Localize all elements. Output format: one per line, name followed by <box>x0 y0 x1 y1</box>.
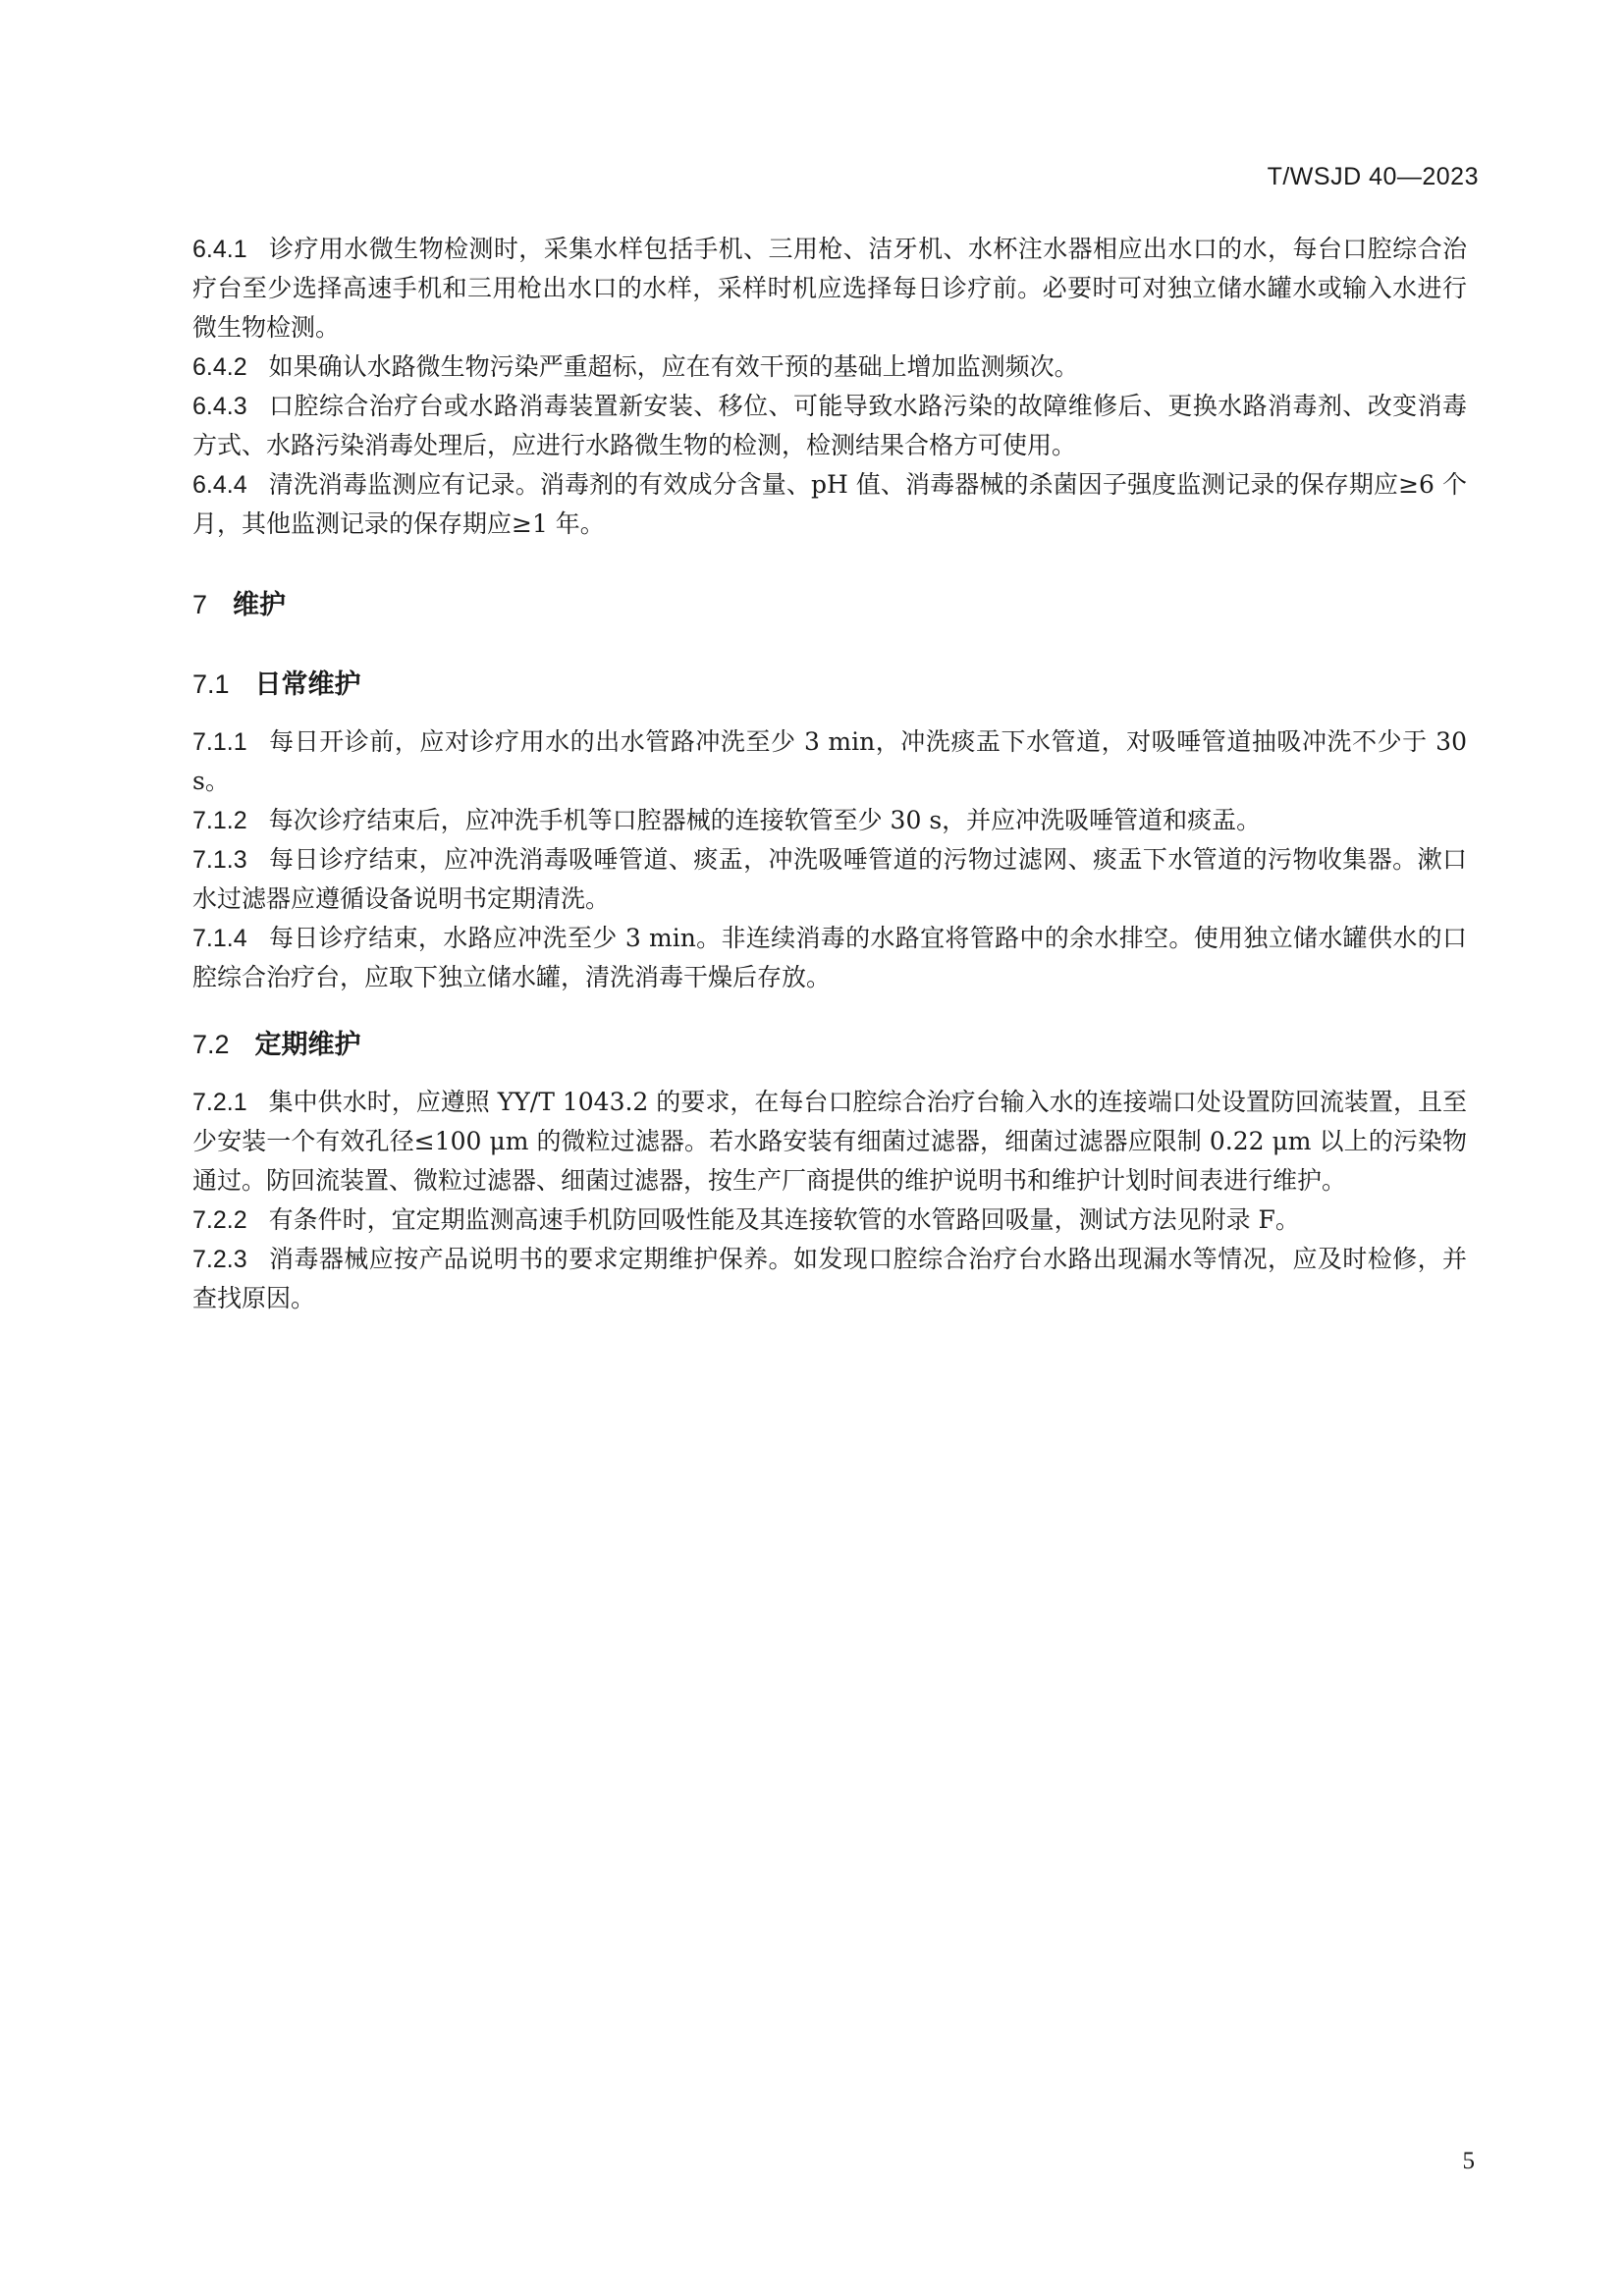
clause-7-1-3 <box>192 840 1467 919</box>
clause-number: 7.1.4 <box>192 925 247 952</box>
clause-text: 每日诊疗结束，应冲洗消毒吸唾管道、痰盂，冲洗吸唾管道的污物过滤网、痰盂下水管道的污物收集器。漱口水过滤器应遵循设备说明书定期清洗。 <box>192 845 1467 913</box>
clause-number: 6.4.2 <box>192 353 247 381</box>
clause-text: 每次诊疗结束后，应冲洗手机等口腔器械的连接软管至少 30 s，并应冲洗吸唾管道和痰盂。 <box>268 806 1262 834</box>
clause-7-2-2 <box>192 1201 1467 1240</box>
clause-6-4-2 <box>192 347 1467 387</box>
clause-text: 有条件时，宜定期监测高速手机防回吸性能及其连接软管的水管路回吸量，测试方法见附录 F。 <box>268 1205 1300 1234</box>
heading-number: 7.2 <box>192 1030 230 1059</box>
clause-7-1-2 <box>192 801 1467 840</box>
clause-6-4-3 <box>192 387 1467 465</box>
clause-text: 诊疗用水微生物检测时，采集水样包括手机、三用枪、洁牙机、水杯注水器相应出水口的水，每台口腔综合治疗台至少选择高速手机和三用枪出水口的水样，采样时机应选择每日诊疗前。必要时可对独立储水罐水或输入水进行微生物检测。 <box>192 235 1467 342</box>
heading-title: 日常维护 <box>254 669 361 700</box>
clause-text: 口腔综合治疗台或水路消毒装置新安装、移位、可能导致水路污染的故障维修后、更换水路消毒剂、改变消毒方式、水路污染消毒处理后，应进行水路微生物的检测，检测结果合格方可使用。 <box>192 392 1467 459</box>
clause-text: 集中供水时，应遵照 YY/T 1043.2 的要求，在每台口腔综合治疗台输入水的连接端口处设置防回流装置，且至少安装一个有效孔径≤100 μm 的微粒过滤器。若水路安装有细菌过滤器，细菌过滤器应限制 0.22 μm 以上的污染物通过。防回流装置、微粒过滤器、细菌过滤器，按生产厂商提供的维护说明书和维护计划时间表进行维护。 <box>192 1088 1467 1195</box>
clause-6-4-4 <box>192 465 1467 544</box>
heading-number: 7 <box>192 590 208 619</box>
section-heading-7-1 <box>192 665 1467 705</box>
clause-text: 如果确认水路微生物污染严重超标，应在有效干预的基础上增加监测频次。 <box>268 352 1079 381</box>
clause-number: 7.2.3 <box>192 1246 247 1273</box>
clause-number: 7.2.2 <box>192 1206 247 1234</box>
clause-text: 每日开诊前，应对诊疗用水的出水管路冲洗至少 3 min，冲洗痰盂下水管道，对吸唾管道抽吸冲洗不少于 30 s。 <box>192 727 1467 795</box>
clause-text: 消毒器械应按产品说明书的要求定期维护保养。如发现口腔综合治疗台水路出现漏水等情况，应及时检修，并查找原因。 <box>192 1245 1467 1312</box>
clause-7-2-1 <box>192 1083 1467 1201</box>
heading-title: 维护 <box>233 590 287 620</box>
heading-title: 定期维护 <box>254 1030 361 1060</box>
clause-number: 7.1.2 <box>192 807 247 834</box>
clause-7-1-4 <box>192 919 1467 997</box>
section-heading-7-2 <box>192 1025 1467 1065</box>
clause-text: 每日诊疗结束，水路应冲洗至少 3 min。非连续消毒的水路宜将管路中的余水排空。使用独立储水罐供水的口腔综合治疗台，应取下独立储水罐，清洗消毒干燥后存放。 <box>192 924 1467 991</box>
clause-number: 6.4.3 <box>192 393 247 420</box>
clause-6-4-1 <box>192 230 1467 347</box>
clause-number: 7.1.1 <box>192 728 247 756</box>
clause-text: 清洗消毒监测应有记录。消毒剂的有效成分含量、pH 值、消毒器械的杀菌因子强度监测记录的保存期应≥6 个月，其他监测记录的保存期应≥1 年。 <box>192 470 1467 538</box>
clause-7-1-1 <box>192 722 1467 801</box>
clause-number: 7.1.3 <box>192 846 247 874</box>
clause-number: 7.2.1 <box>192 1089 247 1116</box>
document-body <box>192 230 1467 1318</box>
heading-number: 7.1 <box>192 669 230 699</box>
standard-code: T/WSJD 40—2023 <box>1267 163 1479 190</box>
chapter-heading-7 <box>192 585 1467 625</box>
page-number: 5 <box>1462 2148 1475 2174</box>
clause-7-2-3 <box>192 1240 1467 1318</box>
clause-number: 6.4.4 <box>192 471 247 499</box>
clause-number: 6.4.1 <box>192 236 247 263</box>
